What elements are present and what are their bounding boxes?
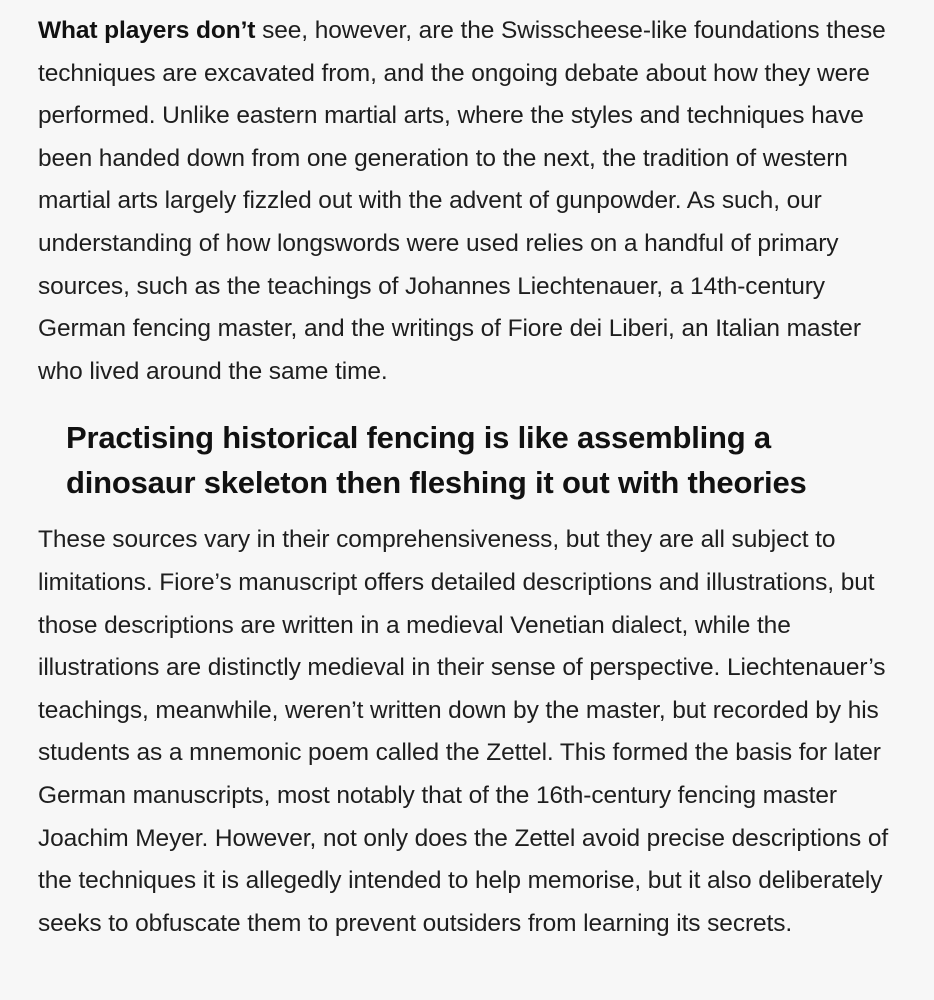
paragraph-lead-bold: What players don’t (38, 17, 256, 44)
paragraph-1-text: see, however, are the Swisscheese-like foundations these techniques are excavated from, and the ongoing debate about how they were performed. Unlike eastern martial arts, where the styles and techniques have been handed down from one generation to the next, the tradition of western martial arts largely fizzled out with the advent of gunpowder. As such, our understanding of how longswords were used relies on a handful of primary sources, such as the teachings of Johannes Liechtenauer, a 14th-century German fencing master, and the writings of Fiore dei Liberi, an Italian master who lived around the same time. (38, 17, 886, 385)
article-body (38, 10, 908, 945)
article-paragraph-1 (38, 10, 908, 393)
article-paragraph-2: These sources vary in their comprehensiveness, but they are all subject to limitations. Fiore’s manuscript offers detailed descriptions and illustrations, but those descriptions are written in a medieval Venetian dialect, while the illustrations are distinctly medieval in their sense of perspective. Liechtenauer’s teachings, meanwhile, weren’t written down by the master, but recorded by his students as a mnemonic poem called the Zettel. This formed the basis for later German manuscripts, most notably that of the 16th-century fencing master Joachim Meyer. However, not only does the Zettel avoid precise descriptions of the techniques it is allegedly intended to help memorise, but it also deliberately seeks to obfuscate them to prevent outsiders from learning its secrets. (38, 526, 889, 937)
pull-quote: Practising historical fencing is like assembling a dinosaur skeleton then fleshing it out with theories (66, 420, 807, 501)
